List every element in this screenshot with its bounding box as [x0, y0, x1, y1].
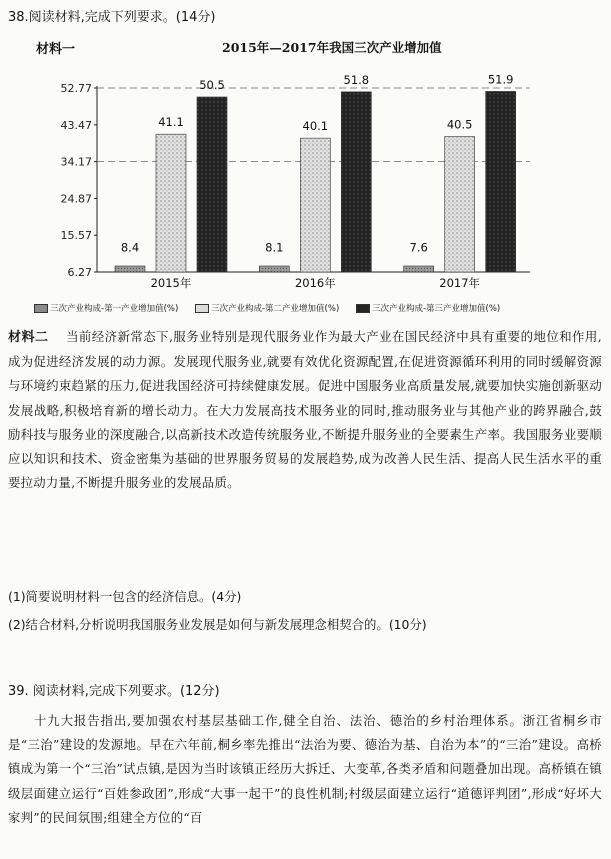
material-2-label: 材料二	[8, 330, 49, 345]
material-2-paragraph	[8, 325, 602, 495]
data-label: 40.1	[302, 119, 329, 134]
x-category-label: 2015年	[150, 276, 192, 290]
material-2-text: 当前经济新常态下,服务业特别是现代服务业作为最大产业在国民经济中具有重要的地位和作用,成为促进经济发展的动力源。发展现代服务业,就要有效优化资源配置,在促进资源循环利用的同时缓解资源与环境约束趋紧的压力,促进我国经济可持续健康发展。促进中国服务业高质量发展,就要加快实施创新驱动发展战略,积极培育新的增长动力。在大力发展高技术服务业的同时,推动服务业与其他产业的跨界融合,鼓励科技与服务业的深度融合,以高新技术改造传统服务业,不断提升服务业的全要素生产率。我国服务业要顺应以知识和技术、资金密集为基础的世界服务贸易的发展趋势,成为改善人民生活、提高人民生活水平的重要拉动力量,不断提升服务业的发展品质。	[8, 329, 602, 491]
y-tick-label: 24.87	[60, 192, 92, 206]
legend-swatch-primary	[34, 304, 48, 313]
x-category-label: 2017年	[439, 276, 481, 290]
chart-title: 2015年—2017年我国三次产业增加值	[222, 40, 442, 55]
question-39-heading: 39. 阅读材料,完成下列要求。(12分)	[8, 684, 220, 699]
y-tick-label: 34.17	[60, 155, 92, 169]
bar-chart	[0, 0, 611, 330]
bar-2-3	[445, 137, 475, 272]
y-tick-label: 6.27	[67, 266, 92, 279]
bar-3-1	[197, 97, 227, 272]
legend-label-tertiary: 三次产业构成-第三产业增加值(%)	[371, 304, 501, 314]
material-1-label: 材料一	[36, 42, 76, 57]
bar-3-3	[486, 91, 516, 272]
legend-swatch-tertiary	[356, 304, 370, 313]
data-label: 7.6	[409, 240, 428, 255]
legend-swatch-secondary	[195, 304, 209, 313]
y-tick-label: 15.57	[60, 229, 92, 243]
bar-1-1	[115, 266, 145, 272]
data-label: 8.4	[120, 240, 140, 255]
y-tick-label: 43.47	[60, 118, 92, 132]
legend-item-tertiary	[356, 304, 500, 314]
question-39-text: 十九大报告指出,要加强农村基层基础工作,健全自治、法治、德治的乡村治理体系。浙江省桐乡市是“三治”建设的发源地。早在六年前,桐乡率先推出“法治为要、德治为基、自治为本”的“三治”建设。高桥镇成为第一个“三治”试点镇,是因为当时该镇正经历大拆迁、大变革,各类矛盾和问题叠加出现。高桥镇在镇级层面建立运行“百姓参政团”,形成“大事一起干”的良性机制;村级层面建立运行“道德评判团”,形成“好坏大家判”的民间氛围;组建全方位的“百	[8, 713, 602, 825]
legend-label-primary: 三次产业构成-第一产业增加值(%)	[50, 304, 179, 314]
y-tick-label: 52.77	[60, 82, 92, 95]
bar-2-1	[156, 134, 186, 272]
data-label: 8.1	[265, 240, 284, 255]
sub-question-1: (1)简要说明材料一包含的经济信息。(4分)	[8, 589, 242, 604]
bar-2-2	[300, 138, 330, 272]
bar-1-3	[404, 266, 434, 272]
legend-item-primary	[34, 304, 178, 314]
bar-3-2	[341, 92, 371, 272]
sub-question-2: (2)结合材料,分析说明我国服务业发展是如何与新发展理念相契合的。(10分)	[8, 617, 427, 632]
chart-legend	[34, 302, 500, 314]
bar-1-2	[259, 266, 289, 272]
data-label: 41.1	[158, 115, 184, 130]
data-label: 51.8	[343, 72, 370, 87]
data-label: 40.5	[446, 117, 473, 132]
data-label: 51.9	[487, 72, 514, 87]
legend-label-secondary: 三次产业构成-第二产业增加值(%)	[210, 304, 340, 314]
legend-item-secondary	[195, 304, 339, 314]
question-38-heading: 38.阅读材料,完成下列要求。(14分)	[8, 10, 216, 25]
x-category-label: 2016年	[294, 276, 336, 290]
data-label: 50.5	[199, 77, 225, 92]
